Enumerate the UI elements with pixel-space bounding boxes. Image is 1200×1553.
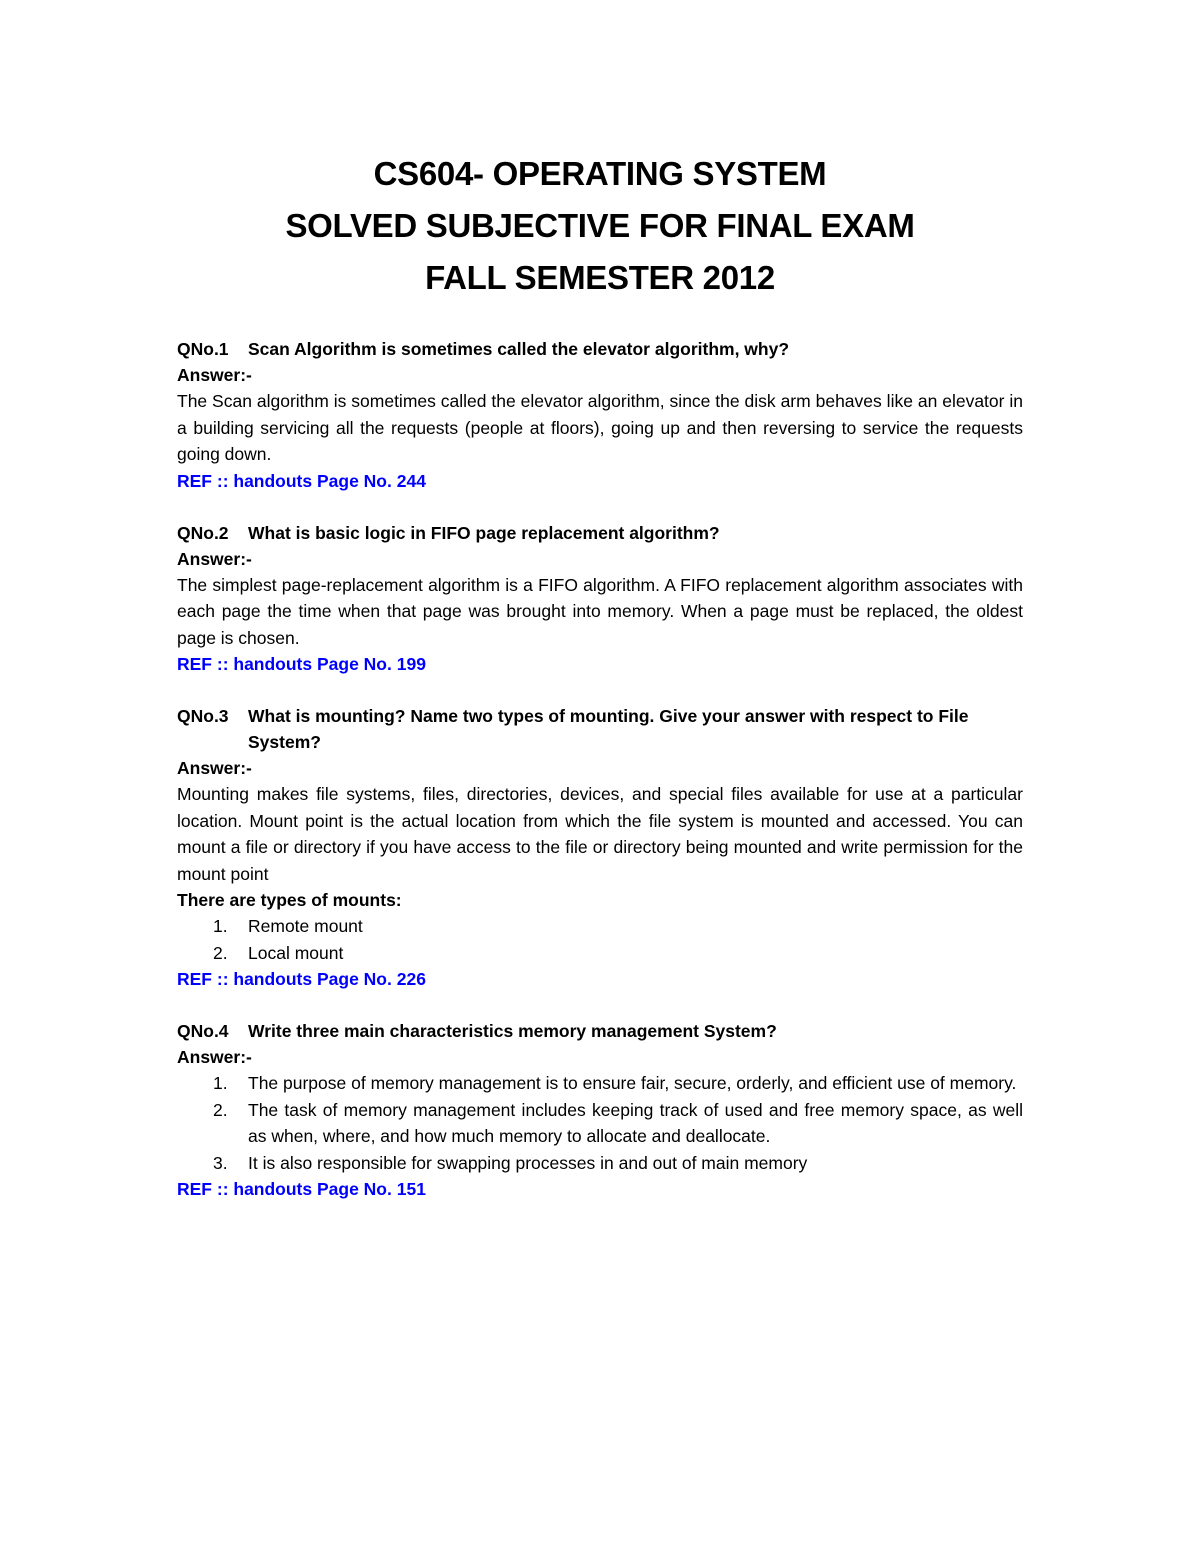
reference-note: REF :: handouts Page No. 199 bbox=[177, 654, 426, 674]
list-item bbox=[177, 913, 1023, 940]
list-item bbox=[177, 1150, 1023, 1177]
title-line-subject: SOLVED SUBJECTIVE FOR FINAL EXAM bbox=[285, 207, 915, 244]
list-item-number: 1. bbox=[213, 1073, 228, 1093]
list-item-text: Remote mount bbox=[248, 916, 363, 936]
question-heading bbox=[177, 336, 1023, 362]
mount-types-heading: There are types of mounts: bbox=[177, 890, 402, 910]
list-item bbox=[177, 1070, 1023, 1097]
list-item-text: The purpose of memory management is to ensure fair, secure, orderly, and efficient use of memory. bbox=[248, 1073, 1017, 1093]
document-title bbox=[177, 0, 1023, 304]
question-block-3 bbox=[177, 703, 1023, 992]
title-line-semester: FALL SEMESTER 2012 bbox=[425, 259, 775, 296]
list-item bbox=[177, 940, 1023, 967]
reference-note: REF :: handouts Page No. 244 bbox=[177, 470, 426, 491]
title-line-course: CS604- OPERATING SYSTEM bbox=[373, 155, 827, 192]
question-text: Scan Algorithm is sometimes called the elevator algorithm, why? bbox=[248, 339, 790, 359]
question-heading bbox=[177, 703, 1023, 755]
list-item bbox=[177, 1097, 1023, 1150]
list-item-text: The task of memory management includes keeping track of used and free memory space, as well as when, where, and how much memory to allocate and deallocate. bbox=[248, 1099, 1023, 1146]
question-text: What is mounting? Name two types of mounting. Give your answer with respect to File System? bbox=[248, 706, 969, 752]
answer-label: Answer:- bbox=[177, 365, 252, 385]
answer-label: Answer:- bbox=[177, 758, 252, 778]
reference-note: REF :: handouts Page No. 226 bbox=[177, 969, 426, 989]
answer-label: Answer:- bbox=[177, 1047, 252, 1067]
question-heading bbox=[177, 520, 1023, 546]
answer-text: Mounting makes file systems, files, directories, devices, and special files available for use at a particular location. Mount point is the actual location from which the file system is mounted and accessed. You can mount a file or directory if you have access to the file or directory being mounted and write permission for the mount point bbox=[177, 784, 1023, 884]
question-number: QNo.1 bbox=[177, 339, 229, 359]
question-number: QNo.4 bbox=[177, 1021, 229, 1041]
answer-text: The simplest page-replacement algorithm is a FIFO algorithm. A FIFO replacement algorithm associates with each page the time when that page was brought into memory. When a page must be replaced, the oldest page is chosen. bbox=[177, 574, 1023, 648]
answer-label: Answer:- bbox=[177, 548, 252, 569]
question-number: QNo.2 bbox=[177, 522, 229, 543]
list-item-number: 2. bbox=[213, 942, 228, 963]
question-heading bbox=[177, 1018, 1023, 1044]
question-block-4 bbox=[177, 1018, 1023, 1202]
mount-types-list bbox=[177, 913, 1023, 966]
list-item-number: 3. bbox=[213, 1152, 228, 1173]
characteristics-list bbox=[177, 1070, 1023, 1176]
question-number: QNo.3 bbox=[177, 706, 229, 726]
question-block-1 bbox=[177, 336, 1023, 494]
question-text: What is basic logic in FIFO page replacement algorithm? bbox=[248, 522, 720, 543]
list-item-number: 2. bbox=[213, 1099, 228, 1120]
reference-note: REF :: handouts Page No. 151 bbox=[177, 1179, 426, 1199]
list-item-text: It is also responsible for swapping processes in and out of main memory bbox=[248, 1152, 808, 1173]
question-block-2 bbox=[177, 520, 1023, 678]
answer-text: The Scan algorithm is sometimes called the elevator algorithm, since the disk arm behaves like an elevator in a building servicing all the requests (people at floors), going up and then reversing to service the requests going down. bbox=[177, 391, 1023, 464]
question-text: Write three main characteristics memory management System? bbox=[248, 1021, 777, 1041]
list-item-number: 1. bbox=[213, 916, 228, 936]
list-item-text: Local mount bbox=[248, 942, 344, 963]
